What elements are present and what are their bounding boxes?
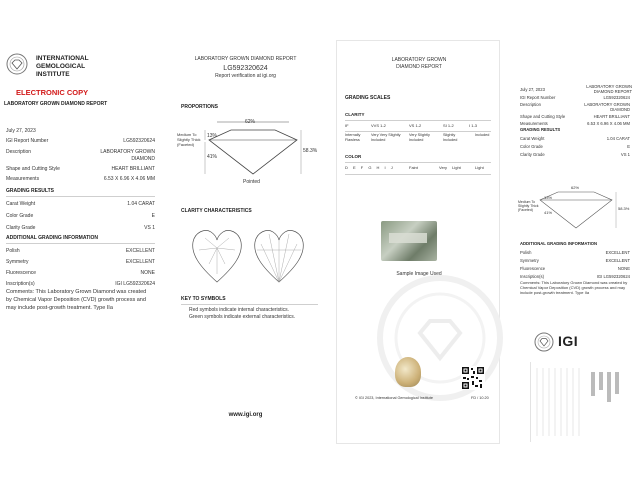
crown-percent: 13% — [207, 133, 218, 139]
info-row: DIAMOND — [610, 107, 630, 112]
watermark-seal — [375, 273, 505, 408]
additional-row: Symmetry EXCELLENT — [520, 258, 630, 263]
left-report-panel — [0, 40, 163, 444]
grading-scales-title: GRADING SCALES — [345, 95, 391, 101]
info-row: Measurements 6.53 X 6.96 X 4.06 MM — [6, 176, 155, 182]
key-green-text: Green symbols indicate external characteristics. — [189, 314, 296, 320]
sample-image-caption: Sample Image Used — [396, 271, 442, 277]
igi-seal-logo — [6, 53, 28, 80]
color-desc: Very Light — [439, 165, 461, 170]
scales-footer: © IGI 2023, International Gemological Institute — [355, 396, 433, 400]
clarity-plot-hearts — [189, 224, 309, 291]
clarity-desc: Slightly Included — [443, 133, 458, 142]
clarity-grade: VS 1-2 — [409, 123, 422, 128]
additional-rows — [0, 248, 163, 288]
right-additional-title: ADDITIONAL GRADING INFORMATION — [520, 241, 598, 246]
grading-scales-panel — [336, 40, 500, 444]
left-info-rows — [0, 138, 163, 188]
website-url[interactable]: www.igi.org — [228, 412, 263, 418]
clarity-desc: Included — [475, 133, 490, 137]
table-percent: 62% — [245, 119, 256, 125]
laser-inscription — [389, 233, 427, 243]
scales-footer-code: FD / 10.20 — [471, 396, 489, 400]
additional-row: Polish EXCELLENT — [6, 248, 155, 254]
additional-row: Symmetry EXCELLENT — [6, 259, 155, 265]
report-date: July 27, 2023 — [6, 128, 36, 134]
org-name: INTERNATIONAL GEMOLOGICAL INSTITUTE — [36, 55, 89, 78]
middle-report-title: LABORATORY GROWN DIAMOND REPORT — [194, 56, 297, 62]
info-row: IGI Report Number LG592320624 — [6, 138, 155, 144]
right-comments-text: Comments: This Laboratory Grown Diamond was created by Chemical Vapor Deposition (CVD) growth process and may include post-growth treatment. Type IIa — [520, 280, 628, 295]
additional-row: Fluorescence NONE — [520, 266, 630, 271]
sample-diamond-image — [381, 221, 437, 261]
key-to-symbols-title: KEY TO SYMBOLS — [181, 296, 226, 302]
color-scale-row — [345, 165, 495, 173]
comments-text: Comments: This Laboratory Grown Diamond was created by Chemical Vapor Deposition (CVD) growth process and may include post-growth treatment. Type IIa — [6, 289, 147, 311]
vertical-mini-report — [530, 362, 631, 442]
qr-code[interactable] — [461, 366, 485, 395]
info-row: Shape and Cutting Style HEART BRILLIANT — [520, 114, 630, 119]
clarity-desc: Very Very Slightly Included — [371, 133, 401, 142]
right-pavilion-percent: 41% — [544, 210, 553, 215]
right-report-date: July 27, 2023 — [520, 87, 545, 92]
right-grading-title: GRADING RESULTS — [520, 127, 561, 132]
info-row: Description LABORATORY GROWN — [520, 102, 630, 107]
hologram-sticker — [395, 357, 421, 387]
grading-rows — [0, 201, 163, 231]
depth-percent: 58.3% — [303, 148, 318, 154]
girdle-label: Medium To Slightly Thick (Faceted) — [177, 132, 201, 147]
grading-results-title: GRADING RESULTS — [6, 188, 54, 194]
key-red-text: Red symbols indicate internal characteristics. — [189, 307, 290, 313]
color-desc: Faint — [409, 165, 418, 170]
clarity-grade: SI 1-2 — [443, 123, 454, 128]
grading-row: Color Grade E — [6, 213, 155, 219]
right-girdle-label: Medium To Slightly Thick (Faceted) — [518, 200, 539, 212]
clarity-desc-row — [345, 133, 495, 145]
grading-row: Clarity Grade VS 1 — [520, 152, 630, 157]
right-table-percent: 62% — [571, 185, 580, 190]
right-report-panel — [508, 40, 638, 444]
middle-report-number: LG592320624 — [223, 65, 268, 72]
report-type-label: LABORATORY GROWN DIAMOND REPORT — [4, 101, 108, 107]
pavilion-percent: 41% — [207, 154, 218, 160]
color-letters: D E F G H I J — [345, 165, 393, 170]
grading-row: Color Grade E — [520, 144, 630, 149]
color-scale-label: COLOR — [345, 154, 362, 159]
grading-row: Carat Weight 1.04 CARAT — [6, 201, 155, 207]
culet-label: Pointed — [243, 179, 260, 185]
additional-row: Fluorescence NONE — [6, 270, 155, 276]
proportions-title: PROPORTIONS — [181, 104, 218, 110]
clarity-grade: IF — [345, 123, 349, 128]
igi-logo — [534, 332, 554, 357]
electronic-copy-label: ELECTRONIC COPY — [16, 88, 89, 97]
clarity-characteristics-title: CLARITY CHARACTERISTICS — [181, 208, 252, 214]
right-report-title: LABORATORY GROWN DIAMOND REPORT — [586, 84, 632, 94]
color-desc: Light — [475, 165, 484, 170]
info-row: DIAMOND — [131, 156, 155, 162]
additional-row: Polish EXCELLENT — [520, 250, 630, 255]
clarity-grade: I 1-3 — [469, 123, 478, 128]
additional-info-title: ADDITIONAL GRADING INFORMATION — [6, 235, 99, 241]
grading-row: Carat Weight 1.04 CARAT — [520, 136, 630, 141]
right-grading-rows — [516, 136, 634, 166]
scales-report-title: LABORATORY GROWN DIAMOND REPORT — [391, 57, 447, 70]
clarity-desc: Internally Flawless — [345, 133, 361, 142]
right-crown-percent: 13% — [544, 195, 553, 200]
clarity-grade-row — [345, 123, 495, 131]
proportions-panel — [163, 40, 328, 444]
additional-row: Inscription(s) IGI LG592320624 — [6, 281, 155, 287]
verification-text: Report verification at igi.org — [215, 73, 276, 79]
additional-row: Inscription(s) IGI LG592320624 — [520, 274, 630, 279]
info-row: Description LABORATORY GROWN — [6, 149, 155, 155]
clarity-grade: VVS 1-2 — [371, 123, 386, 128]
info-row: IGI Report Number LG592320624 — [520, 95, 630, 100]
info-row: Measurements 6.53 X 6.96 X 4.06 MM — [520, 121, 630, 126]
info-row: Shape and Cutting Style HEART BRILLIANT — [6, 166, 155, 172]
right-depth-percent: 58.3% — [618, 206, 630, 211]
clarity-scale-label: CLARITY — [345, 112, 365, 117]
grading-row: Clarity Grade VS 1 — [6, 225, 155, 231]
clarity-desc: Very Slightly Included — [409, 133, 430, 142]
igi-brand-text: IGI — [558, 333, 579, 349]
